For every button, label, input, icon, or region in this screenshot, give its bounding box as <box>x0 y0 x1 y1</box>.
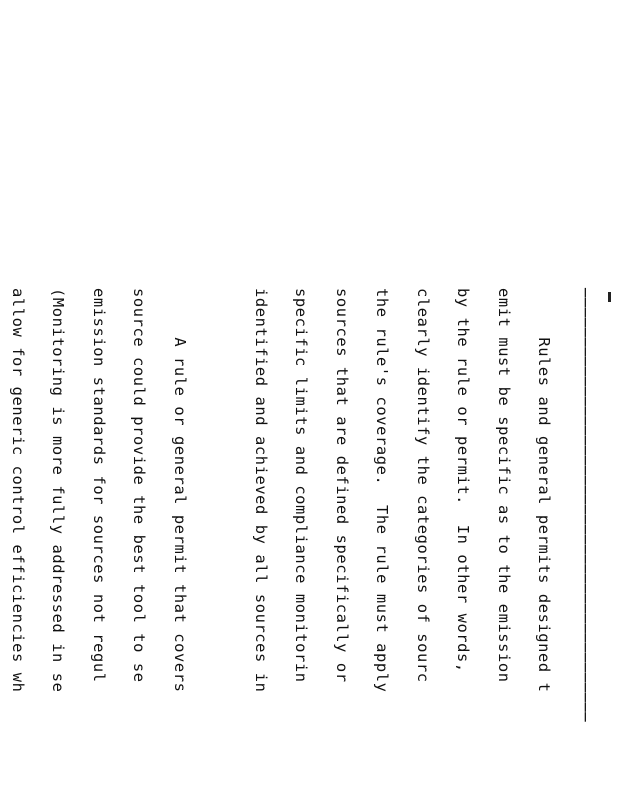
paragraph-gap <box>213 288 227 800</box>
paragraph-1-line: emit must be specific as to the emission <box>495 288 513 683</box>
paragraph-2-line: source could provide the best tool to se <box>130 288 149 683</box>
header-rule-line: ──────────────────────────────────────────── <box>576 288 594 723</box>
paragraph-1-line: specific limits and compliance monitorin <box>292 288 311 683</box>
paragraph-1-lead: Rules and general permits designed t <box>535 288 554 693</box>
paragraph-2-line: emission standards for sources not regul <box>90 288 108 683</box>
paragraph-2-line: allow for generic control efficiencies wh <box>9 288 27 693</box>
paragraph-1-line: identified and achieved by all sources in <box>252 288 270 693</box>
paragraph-2-line: (Monitoring is more fully addressed in se <box>49 288 68 693</box>
paragraph-1-line: sources that are defined specifically or <box>333 288 351 683</box>
paragraph-1-line: clearly identify the categories of sourc <box>414 288 432 683</box>
paragraph-2-line: A rule or general permit that covers <box>171 288 189 693</box>
paragraph-1-line: by the rule or permit. In other words, <box>454 288 473 673</box>
rotated-document-body <box>9 288 618 800</box>
paragraph-1-line: the rule's coverage. The rule must apply <box>373 288 392 693</box>
